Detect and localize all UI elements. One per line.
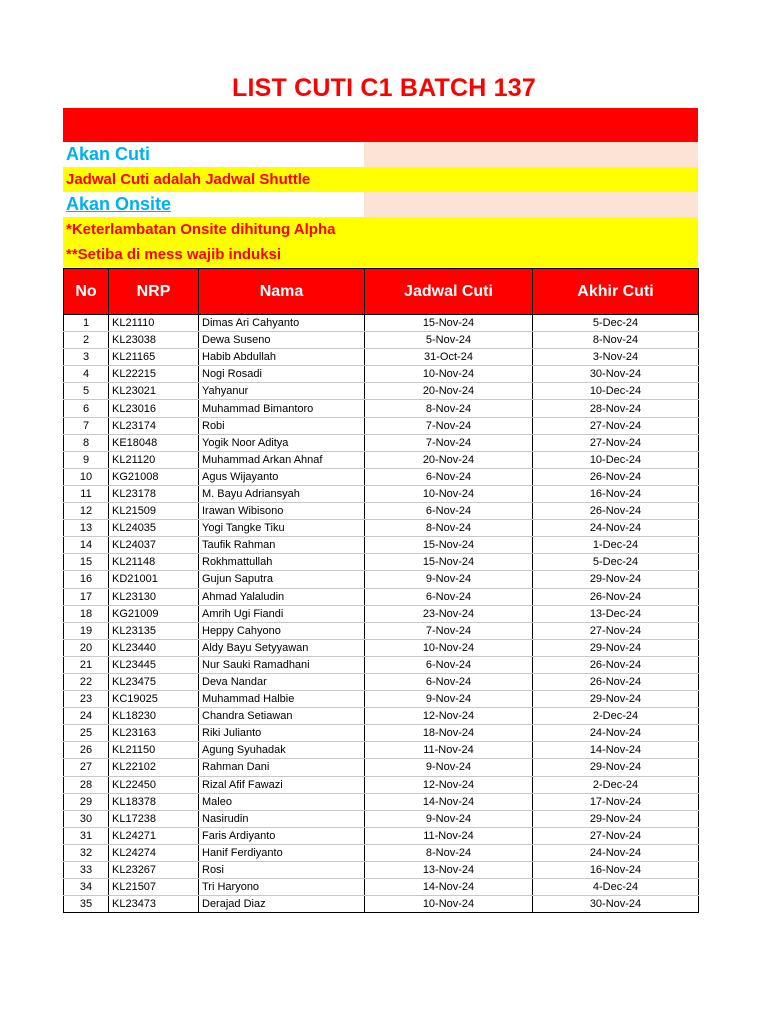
cell-no: 19 <box>64 622 109 639</box>
cell-jadwal-cuti: 23-Nov-24 <box>365 605 533 622</box>
cell-akhir-cuti: 29-Nov-24 <box>533 759 699 776</box>
cell-jadwal-cuti: 10-Nov-24 <box>365 366 533 383</box>
cell-akhir-cuti: 8-Nov-24 <box>533 332 699 349</box>
cell-no: 9 <box>64 451 109 468</box>
cell-jadwal-cuti: 20-Nov-24 <box>365 451 533 468</box>
table-row <box>64 434 699 451</box>
cell-akhir-cuti: 3-Nov-24 <box>533 349 699 366</box>
cell-nrp: KC19025 <box>109 691 199 708</box>
cell-nrp: KL24035 <box>109 520 199 537</box>
cell-akhir-cuti: 16-Nov-24 <box>533 862 699 879</box>
cell-nrp: KL21509 <box>109 503 199 520</box>
cell-akhir-cuti: 29-Nov-24 <box>533 810 699 827</box>
cell-no: 25 <box>64 725 109 742</box>
table-row <box>64 691 699 708</box>
jadwal-note: Jadwal Cuti adalah Jadwal Shuttle <box>66 171 311 188</box>
cell-nrp: KL21507 <box>109 879 199 896</box>
cell-nrp: KL23016 <box>109 400 199 417</box>
table-row <box>64 810 699 827</box>
legend-akan-cuti-row <box>63 142 698 167</box>
cell-nrp: KL21148 <box>109 554 199 571</box>
cell-no: 8 <box>64 434 109 451</box>
cell-nama: Aldy Bayu Setyyawan <box>199 639 365 656</box>
table-row <box>64 383 699 400</box>
cell-nama: Rahman Dani <box>199 759 365 776</box>
leave-table <box>63 268 699 913</box>
cell-no: 35 <box>64 896 109 913</box>
cell-nrp: KL23475 <box>109 673 199 690</box>
col-header-nama: Nama <box>199 269 365 315</box>
cell-jadwal-cuti: 11-Nov-24 <box>365 827 533 844</box>
table-row <box>64 332 699 349</box>
cell-no: 16 <box>64 571 109 588</box>
cell-nrp: KL23174 <box>109 417 199 434</box>
cell-jadwal-cuti: 6-Nov-24 <box>365 588 533 605</box>
cell-no: 23 <box>64 691 109 708</box>
table-row <box>64 503 699 520</box>
cell-no: 21 <box>64 656 109 673</box>
cell-jadwal-cuti: 9-Nov-24 <box>365 810 533 827</box>
cell-nrp: KL23178 <box>109 485 199 502</box>
cell-nrp: KL23130 <box>109 588 199 605</box>
legend-akan-onsite: Akan Onsite <box>66 194 172 214</box>
cell-nrp: KL22102 <box>109 759 199 776</box>
cell-akhir-cuti: 30-Nov-24 <box>533 896 699 913</box>
cell-nrp: KL23445 <box>109 656 199 673</box>
table-row <box>64 315 699 332</box>
cell-akhir-cuti: 13-Dec-24 <box>533 605 699 622</box>
cell-akhir-cuti: 17-Nov-24 <box>533 793 699 810</box>
cell-akhir-cuti: 24-Nov-24 <box>533 725 699 742</box>
cell-jadwal-cuti: 20-Nov-24 <box>365 383 533 400</box>
cell-akhir-cuti: 2-Dec-24 <box>533 776 699 793</box>
cell-akhir-cuti: 24-Nov-24 <box>533 844 699 861</box>
legend-induksi-row <box>63 242 698 267</box>
cell-nama: Hanif Ferdiyanto <box>199 844 365 861</box>
leave-sheet <box>63 108 698 913</box>
cell-nama: Heppy Cahyono <box>199 622 365 639</box>
cell-nrp: KL21165 <box>109 349 199 366</box>
cell-nama: Agus Wijayanto <box>199 468 365 485</box>
col-header-akhir-cuti: Akhir Cuti <box>533 269 699 315</box>
cell-nrp: KL22450 <box>109 776 199 793</box>
cell-nama: Riki Julianto <box>199 725 365 742</box>
cell-nama: Ahmad Yalaludin <box>199 588 365 605</box>
cell-no: 7 <box>64 417 109 434</box>
table-row <box>64 537 699 554</box>
cell-akhir-cuti: 26-Nov-24 <box>533 656 699 673</box>
cell-no: 14 <box>64 537 109 554</box>
table-row <box>64 673 699 690</box>
table-row <box>64 588 699 605</box>
cell-no: 27 <box>64 759 109 776</box>
cell-no: 28 <box>64 776 109 793</box>
cell-jadwal-cuti: 12-Nov-24 <box>365 708 533 725</box>
table-row <box>64 639 699 656</box>
cell-no: 5 <box>64 383 109 400</box>
cell-nrp: KG21009 <box>109 605 199 622</box>
cell-nrp: KD21001 <box>109 571 199 588</box>
table-row <box>64 622 699 639</box>
table-row <box>64 485 699 502</box>
cell-nrp: KL21150 <box>109 742 199 759</box>
cell-nama: Chandra Setiawan <box>199 708 365 725</box>
cell-akhir-cuti: 24-Nov-24 <box>533 520 699 537</box>
col-header-no: No <box>64 269 109 315</box>
table-header-row <box>64 269 699 315</box>
cell-nrp: KL21120 <box>109 451 199 468</box>
cell-no: 18 <box>64 605 109 622</box>
col-header-jadwal-cuti: Jadwal Cuti <box>365 269 533 315</box>
cell-akhir-cuti: 30-Nov-24 <box>533 366 699 383</box>
cell-jadwal-cuti: 8-Nov-24 <box>365 520 533 537</box>
cell-no: 32 <box>64 844 109 861</box>
cell-nama: Yogi Tangke Tiku <box>199 520 365 537</box>
cell-no: 6 <box>64 400 109 417</box>
cell-jadwal-cuti: 15-Nov-24 <box>365 315 533 332</box>
cell-akhir-cuti: 29-Nov-24 <box>533 691 699 708</box>
table-row <box>64 879 699 896</box>
cell-jadwal-cuti: 31-Oct-24 <box>365 349 533 366</box>
table-row <box>64 708 699 725</box>
cell-nama: Tri Haryono <box>199 879 365 896</box>
cell-nrp: KL23440 <box>109 639 199 656</box>
cell-jadwal-cuti: 9-Nov-24 <box>365 691 533 708</box>
cell-nama: Nur Sauki Ramadhani <box>199 656 365 673</box>
cell-jadwal-cuti: 8-Nov-24 <box>365 844 533 861</box>
cell-jadwal-cuti: 15-Nov-24 <box>365 554 533 571</box>
cell-nama: Muhammad Halbie <box>199 691 365 708</box>
cell-nama: Muhammad Arkan Ahnaf <box>199 451 365 468</box>
cell-no: 12 <box>64 503 109 520</box>
cell-nrp: KG21008 <box>109 468 199 485</box>
cell-no: 17 <box>64 588 109 605</box>
cell-jadwal-cuti: 9-Nov-24 <box>365 571 533 588</box>
table-body <box>64 315 699 913</box>
cell-akhir-cuti: 27-Nov-24 <box>533 622 699 639</box>
legend-akan-cuti: Akan Cuti <box>66 144 151 164</box>
cell-no: 11 <box>64 485 109 502</box>
cell-akhir-cuti: 16-Nov-24 <box>533 485 699 502</box>
cell-nrp: KL18230 <box>109 708 199 725</box>
cell-jadwal-cuti: 10-Nov-24 <box>365 896 533 913</box>
table-row <box>64 520 699 537</box>
cell-no: 13 <box>64 520 109 537</box>
title-band <box>63 108 698 142</box>
table-row <box>64 896 699 913</box>
table-row <box>64 349 699 366</box>
cell-nama: Robi <box>199 417 365 434</box>
cell-jadwal-cuti: 6-Nov-24 <box>365 503 533 520</box>
table-row <box>64 827 699 844</box>
cell-akhir-cuti: 27-Nov-24 <box>533 417 699 434</box>
cell-akhir-cuti: 28-Nov-24 <box>533 400 699 417</box>
cell-jadwal-cuti: 7-Nov-24 <box>365 622 533 639</box>
table-row <box>64 400 699 417</box>
legend-keterlambatan-row <box>63 217 698 242</box>
cell-jadwal-cuti: 6-Nov-24 <box>365 656 533 673</box>
cell-no: 15 <box>64 554 109 571</box>
table-row <box>64 656 699 673</box>
cell-no: 22 <box>64 673 109 690</box>
cell-nama: Yahyanur <box>199 383 365 400</box>
cell-jadwal-cuti: 6-Nov-24 <box>365 673 533 690</box>
cell-nrp: KL24274 <box>109 844 199 861</box>
cell-nama: Maleo <box>199 793 365 810</box>
table-row <box>64 844 699 861</box>
cell-akhir-cuti: 1-Dec-24 <box>533 537 699 554</box>
cell-jadwal-cuti: 12-Nov-24 <box>365 776 533 793</box>
cell-nrp: KL23021 <box>109 383 199 400</box>
induksi-note: **Setiba di mess wajib induksi <box>66 246 282 263</box>
cell-nama: Gujun Saputra <box>199 571 365 588</box>
table-row <box>64 725 699 742</box>
cell-akhir-cuti: 27-Nov-24 <box>533 827 699 844</box>
table-row <box>64 862 699 879</box>
cell-no: 10 <box>64 468 109 485</box>
cell-no: 30 <box>64 810 109 827</box>
cell-no: 29 <box>64 793 109 810</box>
cell-no: 31 <box>64 827 109 844</box>
cell-jadwal-cuti: 11-Nov-24 <box>365 742 533 759</box>
cell-jadwal-cuti: 6-Nov-24 <box>365 468 533 485</box>
cell-nrp: KL23267 <box>109 862 199 879</box>
cell-nama: Rizal Afif Fawazi <box>199 776 365 793</box>
table-row <box>64 366 699 383</box>
cell-nrp: KL23473 <box>109 896 199 913</box>
cell-akhir-cuti: 5-Dec-24 <box>533 315 699 332</box>
cell-nama: Muhammad Bimantoro <box>199 400 365 417</box>
cell-akhir-cuti: 4-Dec-24 <box>533 879 699 896</box>
cell-jadwal-cuti: 8-Nov-24 <box>365 400 533 417</box>
cell-nama: Habib Abdullah <box>199 349 365 366</box>
cell-nrp: KE18048 <box>109 434 199 451</box>
table-row <box>64 776 699 793</box>
cell-nama: Amrih Ugi Fiandi <box>199 605 365 622</box>
table-row <box>64 759 699 776</box>
cell-nrp: KL24037 <box>109 537 199 554</box>
cell-nama: Yogik Noor Aditya <box>199 434 365 451</box>
cell-jadwal-cuti: 9-Nov-24 <box>365 759 533 776</box>
table-row <box>64 793 699 810</box>
cell-jadwal-cuti: 18-Nov-24 <box>365 725 533 742</box>
cell-jadwal-cuti: 7-Nov-24 <box>365 417 533 434</box>
cell-akhir-cuti: 14-Nov-24 <box>533 742 699 759</box>
table-row <box>64 605 699 622</box>
cell-no: 34 <box>64 879 109 896</box>
cell-no: 26 <box>64 742 109 759</box>
cell-nama: Nogi Rosadi <box>199 366 365 383</box>
cell-akhir-cuti: 5-Dec-24 <box>533 554 699 571</box>
cell-nrp: KL18378 <box>109 793 199 810</box>
cell-jadwal-cuti: 14-Nov-24 <box>365 879 533 896</box>
cell-akhir-cuti: 29-Nov-24 <box>533 571 699 588</box>
table-row <box>64 417 699 434</box>
cell-no: 24 <box>64 708 109 725</box>
cell-jadwal-cuti: 10-Nov-24 <box>365 485 533 502</box>
cell-no: 20 <box>64 639 109 656</box>
col-header-nrp: NRP <box>109 269 199 315</box>
keterlambatan-note: *Keterlambatan Onsite dihitung Alpha <box>66 221 336 238</box>
legend-swatch-peach-2 <box>364 192 698 217</box>
table-row <box>64 742 699 759</box>
cell-akhir-cuti: 27-Nov-24 <box>533 434 699 451</box>
cell-nama: Taufik Rahman <box>199 537 365 554</box>
cell-nama: Derajad Diaz <box>199 896 365 913</box>
table-row <box>64 554 699 571</box>
cell-nama: Rokhmattullah <box>199 554 365 571</box>
cell-jadwal-cuti: 7-Nov-24 <box>365 434 533 451</box>
cell-nama: Nasirudin <box>199 810 365 827</box>
cell-nama: Rosi <box>199 862 365 879</box>
cell-no: 3 <box>64 349 109 366</box>
cell-akhir-cuti: 26-Nov-24 <box>533 468 699 485</box>
cell-jadwal-cuti: 14-Nov-24 <box>365 793 533 810</box>
cell-akhir-cuti: 10-Dec-24 <box>533 383 699 400</box>
table-row <box>64 468 699 485</box>
cell-akhir-cuti: 26-Nov-24 <box>533 673 699 690</box>
cell-no: 1 <box>64 315 109 332</box>
cell-no: 4 <box>64 366 109 383</box>
table-row <box>64 571 699 588</box>
cell-nama: Agung Syuhadak <box>199 742 365 759</box>
legend-akan-onsite-row <box>63 192 698 217</box>
page-title: LIST CUTI C1 BATCH 137 <box>232 74 536 102</box>
cell-nrp: KL17238 <box>109 810 199 827</box>
cell-nrp: KL23163 <box>109 725 199 742</box>
cell-akhir-cuti: 26-Nov-24 <box>533 588 699 605</box>
cell-nrp: KL22215 <box>109 366 199 383</box>
cell-nama: Irawan Wibisono <box>199 503 365 520</box>
cell-jadwal-cuti: 10-Nov-24 <box>365 639 533 656</box>
cell-nama: M. Bayu Adriansyah <box>199 485 365 502</box>
cell-nama: Dimas Ari Cahyanto <box>199 315 365 332</box>
legend-swatch-peach <box>364 142 698 167</box>
cell-nrp: KL21110 <box>109 315 199 332</box>
cell-jadwal-cuti: 5-Nov-24 <box>365 332 533 349</box>
cell-nrp: KL23135 <box>109 622 199 639</box>
cell-no: 33 <box>64 862 109 879</box>
cell-akhir-cuti: 29-Nov-24 <box>533 639 699 656</box>
cell-no: 2 <box>64 332 109 349</box>
cell-jadwal-cuti: 13-Nov-24 <box>365 862 533 879</box>
cell-nrp: KL24271 <box>109 827 199 844</box>
cell-akhir-cuti: 26-Nov-24 <box>533 503 699 520</box>
cell-jadwal-cuti: 15-Nov-24 <box>365 537 533 554</box>
cell-nama: Dewa Suseno <box>199 332 365 349</box>
cell-nama: Faris Ardiyanto <box>199 827 365 844</box>
cell-akhir-cuti: 10-Dec-24 <box>533 451 699 468</box>
cell-akhir-cuti: 2-Dec-24 <box>533 708 699 725</box>
cell-nrp: KL23038 <box>109 332 199 349</box>
cell-nama: Deva Nandar <box>199 673 365 690</box>
legend-jadwal-row <box>63 167 698 192</box>
table-row <box>64 451 699 468</box>
